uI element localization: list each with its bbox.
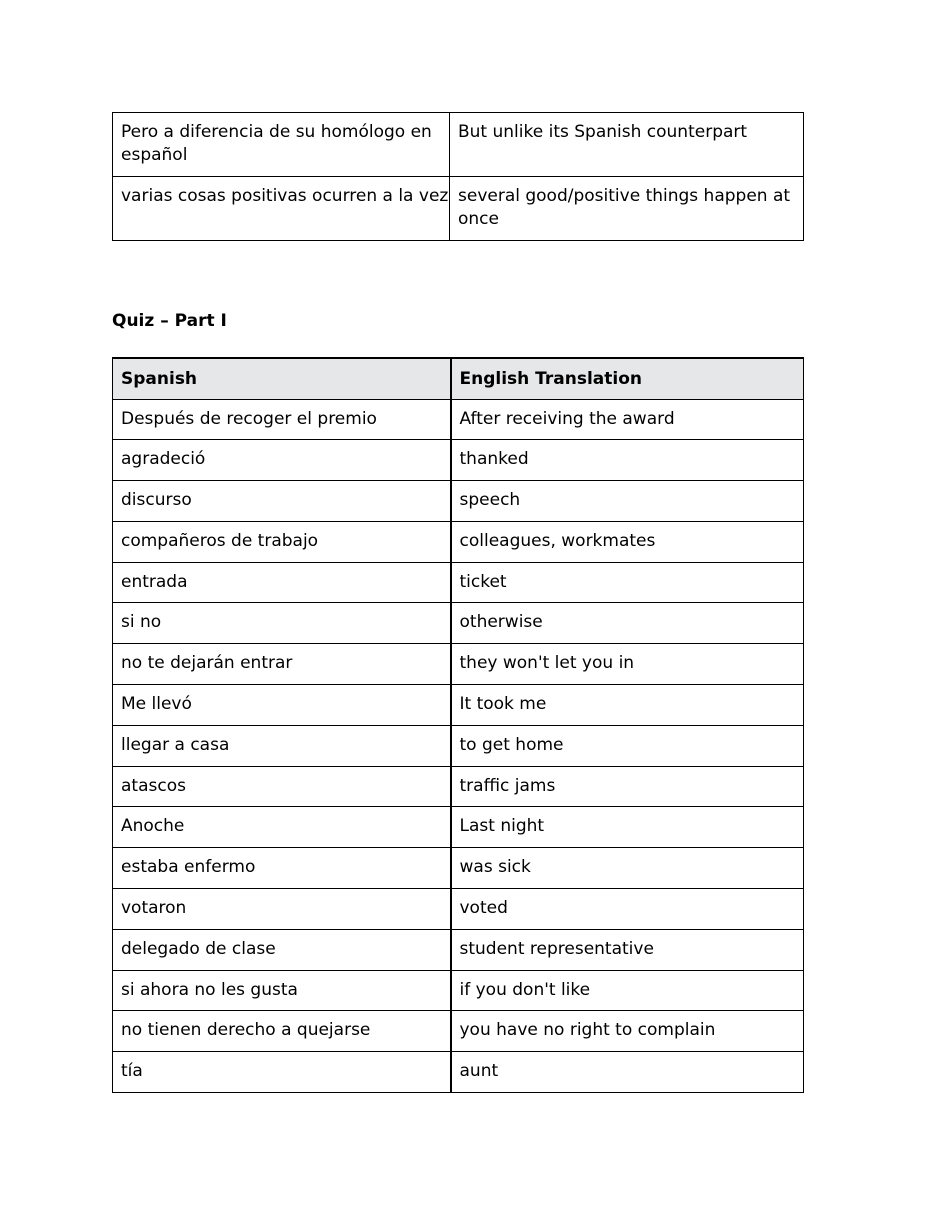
spanish-cell: discurso xyxy=(113,481,451,522)
english-cell: traffic jams xyxy=(451,766,804,807)
english-cell: student representative xyxy=(451,929,804,970)
english-cell: voted xyxy=(451,889,804,930)
spanish-cell: varias cosas positivas ocurren a la vez xyxy=(113,177,450,241)
table-row xyxy=(113,521,804,562)
table-row xyxy=(113,177,804,241)
spanish-cell: estaba enfermo xyxy=(113,848,451,889)
vocabulary-table-continued xyxy=(112,112,804,241)
english-cell: otherwise xyxy=(451,603,804,644)
english-cell: thanked xyxy=(451,440,804,481)
english-cell: aunt xyxy=(451,1052,804,1093)
quiz-section-title: Quiz – Part I xyxy=(112,311,227,331)
table-row xyxy=(113,603,804,644)
spanish-cell: delegado de clase xyxy=(113,929,451,970)
english-cell: you have no right to complain xyxy=(451,1011,804,1052)
table-row xyxy=(113,807,804,848)
table-row xyxy=(113,848,804,889)
vocabulary-table-body xyxy=(113,113,804,241)
english-cell: to get home xyxy=(451,725,804,766)
english-cell: It took me xyxy=(451,685,804,726)
table-row xyxy=(113,889,804,930)
quiz-table-header xyxy=(113,358,804,399)
table-row xyxy=(113,644,804,685)
table-row xyxy=(113,929,804,970)
table-row xyxy=(113,562,804,603)
spanish-cell: tía xyxy=(113,1052,451,1093)
english-cell: But unlike its Spanish counterpart xyxy=(450,113,804,177)
spanish-cell: no tienen derecho a quejarse xyxy=(113,1011,451,1052)
spanish-cell: compañeros de trabajo xyxy=(113,521,451,562)
spanish-cell: llegar a casa xyxy=(113,725,451,766)
spanish-cell: si ahora no les gusta xyxy=(113,970,451,1011)
table-row xyxy=(113,970,804,1011)
english-column-header: English Translation xyxy=(451,358,804,399)
table-row xyxy=(113,1052,804,1093)
table-row xyxy=(113,113,804,177)
spanish-cell: votaron xyxy=(113,889,451,930)
spanish-cell: Anoche xyxy=(113,807,451,848)
quiz-table xyxy=(112,357,804,1093)
table-row xyxy=(113,399,804,440)
english-cell: they won't let you in xyxy=(451,644,804,685)
table-row xyxy=(113,1011,804,1052)
table-row xyxy=(113,766,804,807)
spanish-cell: si no xyxy=(113,603,451,644)
english-cell: colleagues, workmates xyxy=(451,521,804,562)
english-cell: if you don't like xyxy=(451,970,804,1011)
spanish-cell: no te dejarán entrar xyxy=(113,644,451,685)
english-cell: several good/positive things happen at once xyxy=(450,177,804,241)
spanish-cell: Me llevó xyxy=(113,685,451,726)
english-cell: After receiving the award xyxy=(451,399,804,440)
spanish-cell: Después de recoger el premio xyxy=(113,399,451,440)
english-cell: Last night xyxy=(451,807,804,848)
english-cell: ticket xyxy=(451,562,804,603)
table-row xyxy=(113,481,804,522)
table-row xyxy=(113,725,804,766)
spanish-column-header: Spanish xyxy=(113,358,451,399)
spanish-cell: entrada xyxy=(113,562,451,603)
spanish-cell: atascos xyxy=(113,766,451,807)
table-row xyxy=(113,685,804,726)
quiz-table-body xyxy=(113,399,804,1093)
spanish-cell: agradeció xyxy=(113,440,451,481)
english-cell: was sick xyxy=(451,848,804,889)
english-cell: speech xyxy=(451,481,804,522)
table-row xyxy=(113,440,804,481)
header-row xyxy=(113,358,804,399)
spanish-cell: Pero a diferencia de su homólogo en español xyxy=(113,113,450,177)
